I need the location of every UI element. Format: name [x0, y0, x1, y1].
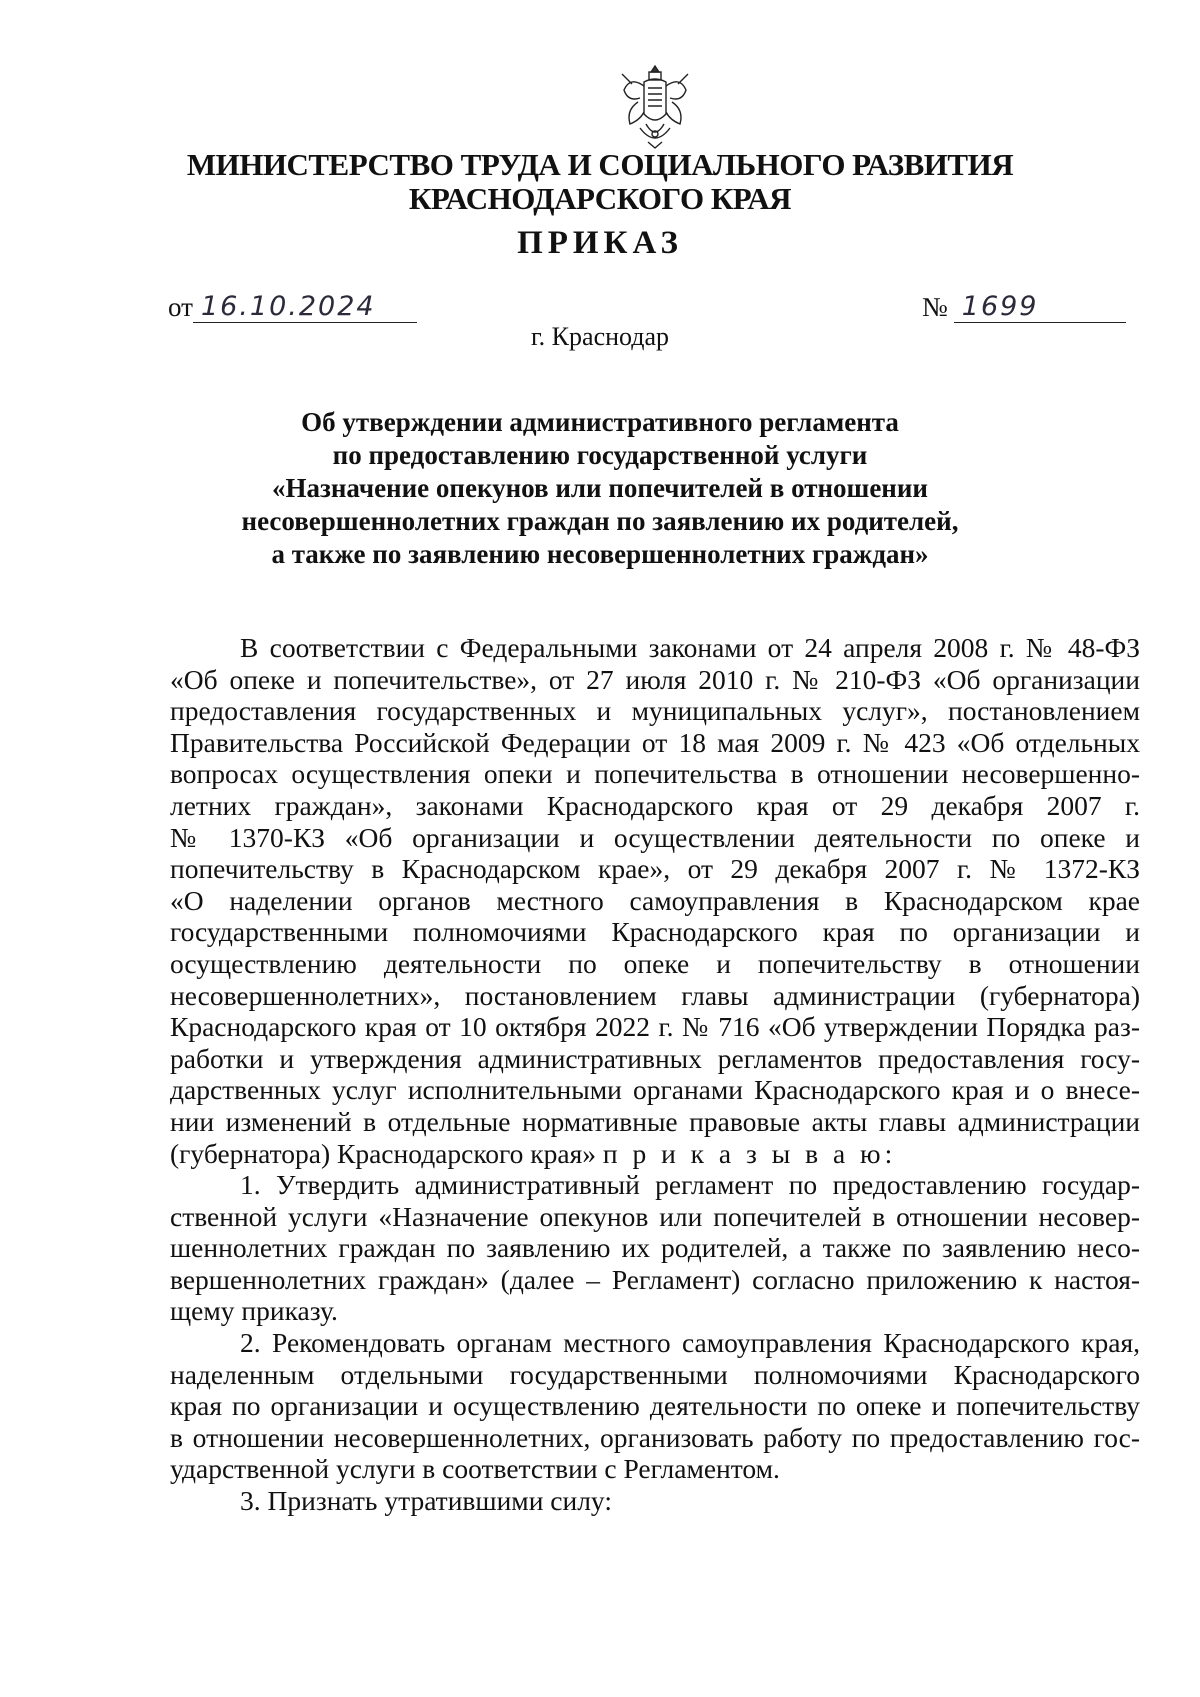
body-line: летних граждан», законами Краснодарского края от 29 декабря 2007 г.	[170, 789, 1140, 821]
body-line: вершеннолетних граждан» (далее – Регламент) согласно приложению к настоя-	[170, 1263, 1140, 1295]
body-line: «О наделении органов местного самоуправления в Краснодарском крае	[170, 884, 1140, 916]
body-line: в отношении несовершеннолетних, организовать работу по предоставлению гос-	[170, 1421, 1140, 1453]
subject-line: «Назначение опекунов или попечителей в отношении	[272, 473, 928, 503]
order-date	[168, 292, 417, 323]
handwritten-date: 16.10.2024	[193, 292, 417, 323]
subject-line: Об утверждении административного регламента	[301, 407, 899, 437]
body-line	[170, 1138, 1140, 1170]
body-line: 3. Признать утратившими силу:	[240, 1485, 612, 1517]
date-prefix: от	[168, 292, 193, 322]
coat-of-arms-emblem	[618, 62, 692, 150]
order-subject	[180, 406, 1020, 571]
ministry-name-line-1: МИНИСТЕРСТВО ТРУДА И СОЦИАЛЬНОГО РАЗВИТИЯ	[186, 147, 1014, 182]
body-line: ственной услуги «Назначение опекунов или попечителей в отношении несовер-	[170, 1200, 1140, 1232]
body-line: Правительства Российской Федерации от 18 мая 2009 г. № 423 «Об отдельных	[170, 726, 1140, 758]
body-line: 2. Рекомендовать органам местного самоуправления Краснодарского края,	[240, 1327, 1140, 1359]
city: г. Краснодар	[530, 322, 670, 351]
order-title: ПРИКАЗ	[517, 225, 683, 261]
body-line: № 1370-КЗ «Об организации и осуществлении деятельности по опеке и	[170, 821, 1140, 853]
body-line: государственными полномочиями Краснодарского края по организации и	[170, 916, 1140, 948]
body-line: «Об опеке и попечительстве», от 27 июля 2010 г. № 210-ФЗ «Об организации	[170, 663, 1140, 695]
body-line: шеннолетних граждан по заявлению их родителей, а также по заявлению несо-	[170, 1232, 1140, 1264]
body-line: несовершеннолетних», постановлением главы администрации (губернатора)	[170, 979, 1140, 1011]
body-line: В соответствии с Федеральными законами от 24 апреля 2008 г. № 48-ФЗ	[240, 632, 1140, 663]
order-body	[170, 632, 1140, 1517]
body-line: наделенным отдельными государственными полномочиями Краснодарского	[170, 1358, 1140, 1390]
body-line: Краснодарского края от 10 октября 2022 г. № 716 «Об утверждении Порядка раз-	[170, 1011, 1140, 1043]
ministry-name	[150, 148, 1050, 216]
body-line: работки и утверждения административных регламентов предоставления госу-	[170, 1042, 1140, 1074]
body-line: ударственной услуги в соответствии с Регламентом.	[170, 1453, 780, 1485]
preamble-last-text: (губернатора) Краснодарского края»	[170, 1137, 596, 1169]
handwritten-number: 1699	[954, 292, 1126, 323]
subject-line: несовершеннолетних граждан по заявлению их родителей,	[241, 506, 959, 536]
order-word: п р и к а з ы в а ю:	[602, 1137, 897, 1169]
body-line: попечительству в Краснодарском крае», от 29 декабря 2007 г. № 1372-КЗ	[170, 853, 1140, 885]
order-number	[922, 292, 1126, 323]
body-line: предоставления государственных и муниципальных услуг», постановлением	[170, 695, 1140, 727]
item-3-paragraph	[170, 1485, 1140, 1517]
body-line: края по организации и осуществлению деятельности по опеке и попечительству	[170, 1390, 1140, 1422]
subject-line: а также по заявлению несовершеннолетних граждан»	[271, 539, 929, 569]
preamble-paragraph	[170, 632, 1140, 1169]
item-2-paragraph	[170, 1327, 1140, 1485]
body-line: нии изменений в отдельные нормативные правовые акты главы администрации	[170, 1105, 1140, 1137]
ministry-name-line-2: КРАСНОДАРСКОГО КРАЯ	[408, 181, 792, 216]
body-line: 1. Утвердить административный регламент по предоставлению государ-	[240, 1169, 1140, 1201]
subject-line: по предоставлению государственной услуги	[332, 440, 868, 470]
body-line: вопросах осуществления опеки и попечительства в отношении несовершенно-	[170, 758, 1140, 790]
body-line: осуществлению деятельности по опеке и попечительству в отношении	[170, 947, 1140, 979]
number-prefix: №	[922, 292, 948, 322]
item-1-paragraph	[170, 1169, 1140, 1327]
body-line: дарственных услуг исполнительными органами Краснодарского края и о внесе-	[170, 1074, 1140, 1106]
body-line: щему приказу.	[170, 1295, 338, 1327]
